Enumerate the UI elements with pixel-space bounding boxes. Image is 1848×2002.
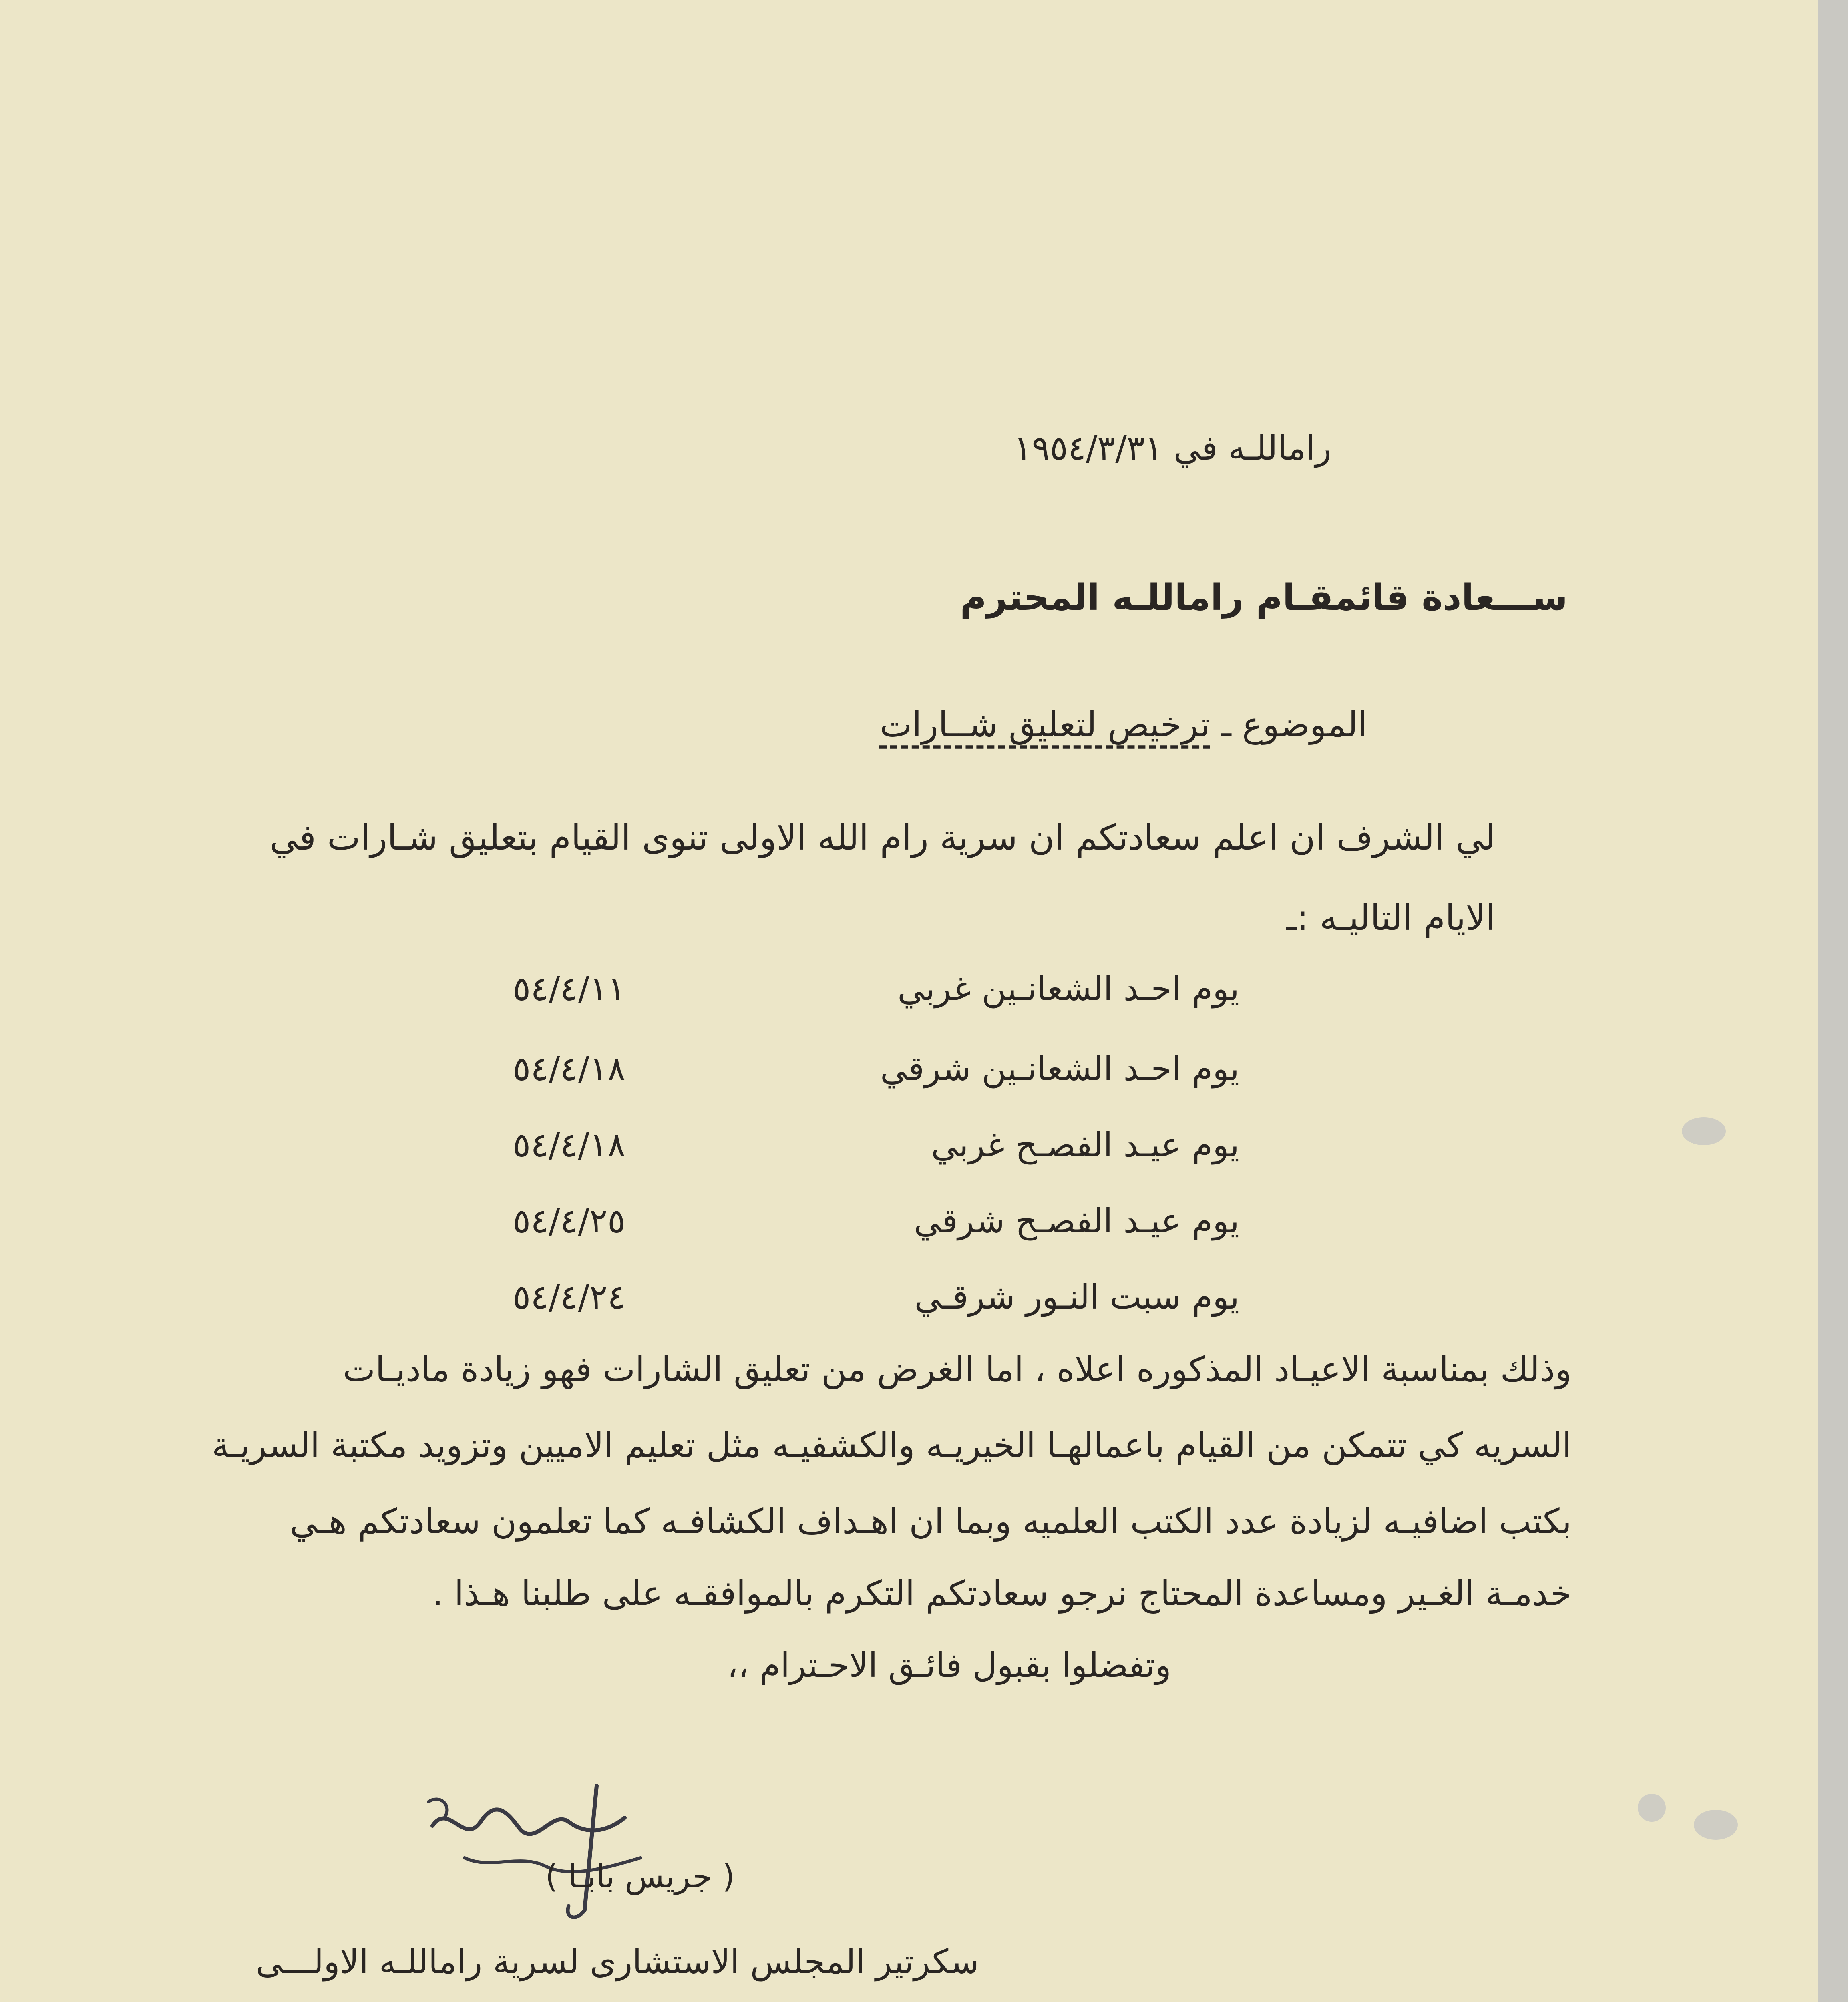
page-edge bbox=[1818, 0, 1848, 2002]
punch-hole bbox=[1638, 1794, 1666, 1822]
schedule-date: ٥٤/٤/١١ bbox=[513, 969, 626, 1008]
punch-hole bbox=[1682, 1117, 1726, 1145]
schedule-date: ٥٤/٤/١٨ bbox=[513, 1049, 626, 1088]
body-line: بكتب اضافيـه لزيادة عدد الكتب العلميه وبما ان اهـداف الكشافـه كما تعلمون سعادتكم هـي bbox=[290, 1502, 1572, 1542]
body-line: وذلك بمناسبة الاعيـاد المذكوره اعلاه ، اما الغرض من تعليق الشارات فهو زيادة ماديـات bbox=[343, 1349, 1572, 1389]
schedule-date: ٥٤/٤/٢٥ bbox=[513, 1201, 626, 1240]
subject-label: الموضوع ـ bbox=[1221, 705, 1367, 745]
signer-name: ( جريس بابـا ) bbox=[545, 1858, 735, 1895]
schedule-label: يوم عيـد الفصـح شرقي bbox=[913, 1201, 1239, 1240]
schedule-date: ٥٤/٤/٢٤ bbox=[513, 1277, 626, 1317]
intro-line: لي الشرف ان اعلم سعادتكم ان سرية رام الله الاولى تنوى القيام بتعليق شـارات في bbox=[269, 817, 1496, 858]
schedule-label: يوم عيـد الفصـح غربي bbox=[931, 1125, 1239, 1164]
addressee: ســـعادة قائمقـام راماللـه المحترم bbox=[960, 577, 1568, 619]
subject-value: ترخيص لتعليق شــارات bbox=[879, 705, 1211, 745]
schedule-date: ٥٤/٤/١٨ bbox=[513, 1125, 626, 1164]
schedule-label: يوم احـد الشعانـين شرقي bbox=[880, 1049, 1239, 1088]
intro-line: الايام التاليـه :ـ bbox=[1286, 897, 1496, 938]
punch-hole bbox=[1694, 1810, 1738, 1840]
subject-line bbox=[880, 705, 1367, 745]
body-line: خدمـة الغـير ومساعدة المحتاج نرجو سعادتكم التكرم بالموافقـه على طلبنا هـذا . bbox=[432, 1574, 1572, 1614]
handwritten-signature bbox=[416, 1778, 697, 1930]
signer-title: سكرتير المجلس الاستشارى لسرية راماللـه الاولـــى bbox=[255, 1942, 979, 1981]
body-line: السريه كي تتمكن من القيام باعمالهـا الخيريـه والكشفيـه مثل تعليم الاميين وتزويد مكتبة السريـة bbox=[211, 1425, 1572, 1465]
letter-date: راماللـه في ١٩٥٤/٣/٣١ bbox=[1013, 428, 1331, 468]
schedule-label: يوم احـد الشعانـين غربي bbox=[897, 969, 1239, 1008]
closing: وتفضلوا بقبول فائـق الاحـترام ،، bbox=[727, 1646, 1171, 1685]
schedule-label: يوم سبت النـور شرقـي bbox=[914, 1277, 1239, 1317]
